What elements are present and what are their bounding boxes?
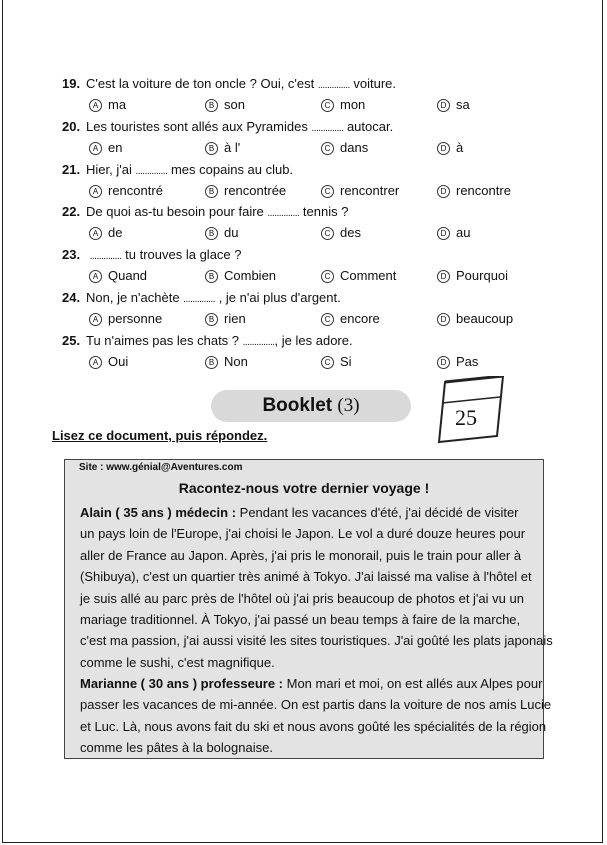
option-c[interactable] (321, 97, 365, 112)
option-c[interactable] (321, 183, 399, 198)
option-a[interactable] (89, 140, 122, 155)
question-text: , je les adore. (274, 332, 353, 348)
option-b[interactable] (205, 97, 245, 112)
question-text: , je n'ai plus d'argent. (215, 290, 341, 305)
question-25 (62, 333, 353, 348)
option-letter-circle: A (89, 142, 102, 155)
option-c[interactable] (321, 225, 361, 240)
option-text: en (108, 139, 123, 155)
question-number: 24. (62, 290, 81, 305)
score-value: 25 (455, 405, 477, 430)
option-letter-circle: D (437, 356, 450, 369)
answer-blank: .............. (267, 208, 300, 220)
option-text: encore (340, 311, 380, 326)
option-letter-circle: D (437, 185, 450, 198)
question-21 (62, 162, 293, 177)
option-letter-circle: A (89, 313, 102, 326)
option-text: Combien (224, 268, 277, 284)
option-letter-circle: D (437, 99, 450, 112)
option-text: de (108, 225, 123, 241)
instruction: Lisez ce document, puis répondez. (52, 428, 268, 443)
option-letter-circle: D (437, 142, 450, 155)
question-number: 23. (62, 247, 81, 263)
booklet-word: Booklet (262, 395, 333, 416)
option-text: mon (340, 97, 366, 112)
option-d[interactable] (437, 225, 470, 240)
option-b[interactable] (205, 225, 238, 240)
question-number: 22. (62, 204, 81, 220)
text-line: et Luc. Là, nous avons fait du ski et nous avons goûté les spécialités de la région (80, 718, 547, 734)
reading-document (64, 459, 553, 759)
question-text: C'est la voiture de ton oncle ? Oui, c'est (86, 76, 318, 91)
answer-blank: .............. (242, 336, 275, 348)
option-c[interactable] (321, 140, 368, 155)
option-text: à l' (224, 139, 241, 155)
option-letter-circle: C (321, 142, 334, 155)
option-a[interactable] (89, 354, 128, 369)
option-letter-circle: B (205, 99, 218, 112)
testimony-paragraph (80, 673, 552, 759)
testimony-paragraph (80, 502, 553, 673)
text-line: (Shibuya), c'est un quartier très animé à Tokyo. J'ai laissé ma valise à l'hôtel et (80, 569, 532, 585)
text-line: c'est ma passion, j'ai aussi visité les sites touristiques. J'ai goûté les plats japonais (80, 633, 553, 649)
option-text: rien (224, 311, 246, 326)
answer-options (89, 311, 514, 327)
option-letter-circle: A (89, 356, 102, 369)
answer-blank: .............. (135, 165, 168, 177)
question-text: Les touristes sont allés aux Pyramides (86, 118, 312, 134)
option-text: son (224, 97, 245, 112)
booklet-number: (3) (337, 395, 360, 416)
option-d[interactable] (437, 97, 470, 112)
option-text: au (456, 225, 471, 241)
option-letter-circle: D (437, 313, 450, 326)
option-letter-circle: A (89, 99, 102, 112)
option-letter-circle: C (321, 185, 334, 198)
option-letter-circle: C (321, 356, 334, 369)
question-text: voiture. (349, 76, 397, 91)
speaker-name: Alain ( 35 ans ) médecin : (80, 505, 237, 520)
option-text: ma (108, 97, 127, 112)
option-text: personne (108, 311, 163, 326)
question-text: Hier, j'ai (86, 161, 136, 177)
option-b[interactable] (205, 183, 286, 198)
question-number: 19. (62, 76, 81, 91)
option-letter-circle: B (205, 227, 218, 240)
question-number: 20. (62, 118, 81, 134)
text-line: comme les pâtes à la bolognaise. (80, 740, 273, 756)
option-letter-circle: C (321, 227, 334, 240)
option-b[interactable] (205, 268, 276, 283)
option-text: rencontre (456, 182, 511, 198)
question-number: 25. (62, 332, 81, 348)
option-text: rencontrer (340, 182, 400, 198)
option-a[interactable] (89, 268, 147, 283)
option-letter-circle: B (205, 356, 218, 369)
option-b[interactable] (205, 354, 248, 369)
question-text: autocar. (343, 118, 394, 134)
option-b[interactable] (205, 140, 240, 155)
text-line: je suis allé au parc près de l'hôtel où j'ai pris beaucoup de photos et j'ai vu un (80, 590, 524, 606)
option-text: dans (340, 139, 369, 155)
answer-options (89, 268, 509, 284)
speaker-name: Marianne ( 30 ans ) professeure : (80, 676, 284, 691)
question-23 (62, 247, 242, 262)
option-c[interactable] (321, 354, 352, 369)
option-b[interactable] (205, 311, 246, 326)
option-letter-circle: C (321, 270, 334, 283)
option-letter-circle: A (89, 227, 102, 240)
option-text: Quand (108, 268, 148, 284)
option-text: des (340, 225, 361, 241)
question-19 (62, 76, 396, 91)
answer-options (89, 97, 509, 113)
answer-options (89, 140, 509, 156)
option-text: rencontrée (224, 182, 287, 198)
option-d[interactable] (437, 183, 511, 198)
option-letter-circle: C (321, 313, 334, 326)
option-letter-circle: B (205, 270, 218, 283)
option-letter-circle: B (205, 185, 218, 198)
text-line: comme le sushi, c'est magnifique. (80, 654, 275, 670)
question-text: tennis ? (299, 204, 349, 220)
text-line: Alain ( 35 ans ) médecin : Pendant les vacances d'été, j'ai décidé de visiter (80, 505, 519, 520)
option-letter-circle: A (89, 270, 102, 283)
option-a[interactable] (89, 183, 163, 198)
text-line: Marianne ( 30 ans ) professeure : Mon mari et moi, on est allés aux Alpes pour (80, 676, 543, 691)
question-text: Non, je n'achète (86, 290, 184, 305)
answer-options (89, 354, 509, 370)
question-text: De quoi as-tu besoin pour faire (86, 204, 268, 220)
text-line: un pays loin de l'Europe, j'ai choisi le Japon. Le vol a duré douze heures pour (80, 526, 526, 542)
option-c[interactable] (321, 268, 396, 283)
option-d[interactable] (437, 268, 508, 283)
option-c[interactable] (321, 311, 380, 326)
answer-options (89, 183, 509, 199)
text-line: passer les vacances de mi-année. On est partis dans la voiture de nos amis Lucie (80, 697, 552, 713)
question-text: Tu n'aimes pas les chats ? (86, 332, 243, 348)
option-d[interactable] (437, 311, 513, 326)
option-a[interactable] (89, 97, 126, 112)
option-text: Si (340, 353, 352, 369)
option-d[interactable] (437, 354, 478, 369)
option-text: sa (456, 97, 470, 112)
answer-blank: .............. (311, 122, 344, 134)
answer-blank: .............. (89, 251, 122, 263)
option-letter-circle: B (205, 142, 218, 155)
option-text: Non (224, 353, 248, 369)
option-text: Oui (108, 353, 129, 369)
score-box (433, 376, 508, 449)
option-text: Comment (340, 268, 397, 284)
option-text: Pourquoi (456, 268, 509, 284)
option-text: beaucoup (456, 311, 514, 326)
booklet-heading (211, 390, 411, 422)
option-a[interactable] (89, 225, 122, 240)
answer-blank: .............. (183, 294, 216, 305)
question-20 (62, 119, 393, 134)
option-text: rencontré (108, 182, 163, 198)
document-title: Racontez-nous votre dernier voyage ! (178, 480, 430, 496)
site-address: Site : www.génial@Aventures.com (79, 462, 243, 473)
option-letter-circle: D (437, 270, 450, 283)
text-line: mariage traditionnel. À Tokyo, j'ai passé un beau temps à faire de la marche, (80, 612, 521, 628)
option-letter-circle: B (205, 313, 218, 326)
question-22 (62, 204, 348, 219)
question-text: mes copains au club. (167, 161, 294, 177)
option-letter-circle: D (437, 227, 450, 240)
question-number: 21. (62, 161, 81, 177)
answer-blank: .............. (317, 80, 350, 91)
answer-options (89, 225, 509, 241)
text-line: aller de France au Japon. Après, j'ai pris le monorail, puis le train pour aller à (80, 547, 522, 563)
option-a[interactable] (89, 311, 162, 326)
option-d[interactable] (437, 140, 463, 155)
option-text: Pas (456, 353, 479, 369)
option-text: du (224, 225, 239, 241)
question-24 (62, 290, 341, 305)
option-text: à (456, 139, 464, 155)
option-letter-circle: C (321, 99, 334, 112)
option-letter-circle: A (89, 185, 102, 198)
question-text: tu trouves la glace ? (121, 247, 242, 263)
